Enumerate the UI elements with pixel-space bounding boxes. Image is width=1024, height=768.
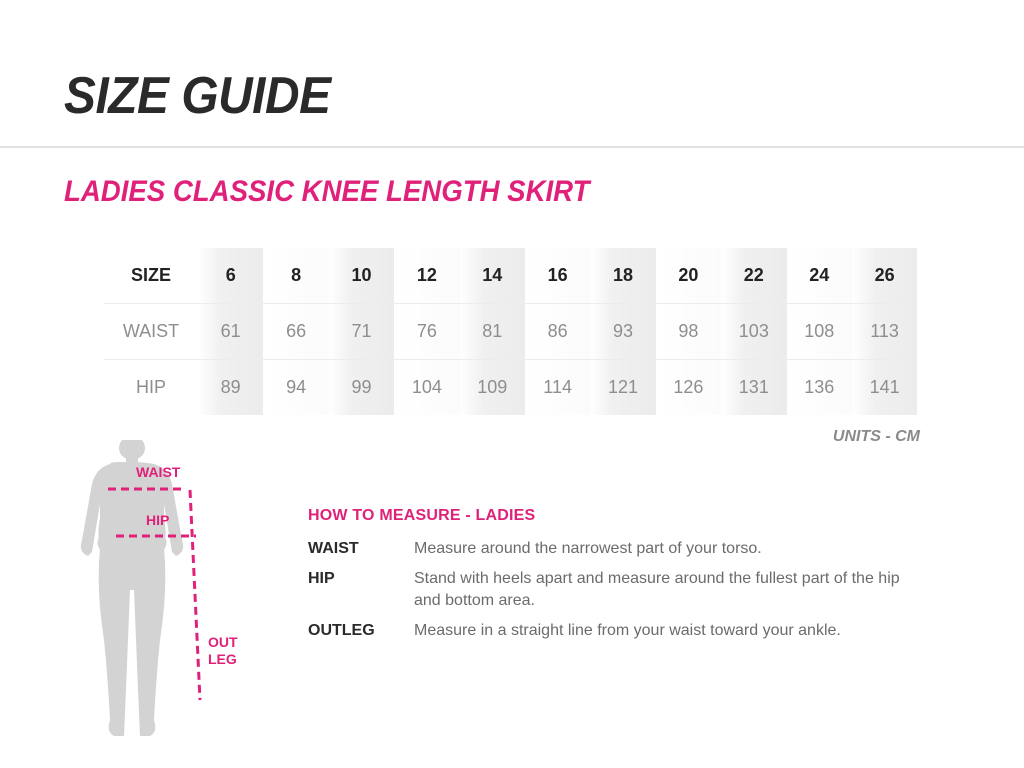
header-divider [0, 146, 1024, 148]
table-cell: 108 [787, 304, 852, 360]
table-cell: 24 [787, 248, 852, 304]
table-cell: 89 [198, 360, 263, 416]
table-cell: 126 [656, 360, 721, 416]
body-figure [80, 440, 280, 750]
table-cell: 109 [460, 360, 525, 416]
table-cell: 6 [198, 248, 263, 304]
table-cell: 22 [721, 248, 786, 304]
size-row [104, 248, 917, 304]
table-cell: 8 [263, 248, 328, 304]
hip-figure-label: HIP [146, 512, 170, 528]
measure-description: Measure in a straight line from your waist toward your ankle. [414, 622, 841, 639]
measure-item-outleg [308, 620, 948, 642]
row-label: HIP [135, 377, 166, 397]
table-cell: 66 [263, 304, 328, 360]
how-to-measure-list [308, 538, 948, 650]
table-cell: 12 [394, 248, 459, 304]
table-cell: 86 [525, 304, 590, 360]
body-silhouette-icon [80, 440, 280, 750]
table-cell: 26 [852, 248, 917, 304]
table-cell: 94 [263, 360, 328, 416]
table-cell: 98 [656, 304, 721, 360]
table-cell: 93 [590, 304, 655, 360]
table-cell: 76 [394, 304, 459, 360]
measure-item-hip [308, 568, 948, 612]
table-cell: 71 [329, 304, 394, 360]
measure-term: WAIST [308, 540, 359, 557]
table-cell: 114 [525, 360, 590, 416]
table-cell: 20 [656, 248, 721, 304]
table-cell: 61 [198, 304, 263, 360]
table-cell: 99 [329, 360, 394, 416]
measure-item-waist [308, 538, 948, 560]
table-cell: 103 [721, 304, 786, 360]
table-cell: 81 [460, 304, 525, 360]
product-title: LADIES CLASSIC KNEE LENGTH SKIRT [64, 175, 590, 208]
measure-description: Stand with heels apart and measure around the fullest part of the hip and bottom area. [414, 570, 900, 609]
row-label: SIZE [104, 248, 198, 304]
measure-term: HIP [308, 570, 335, 587]
table-cell: 131 [721, 360, 786, 416]
outleg-figure-label-1: OUT [208, 634, 238, 650]
table-cell: 113 [852, 304, 917, 360]
units-note: UNITS - CM [832, 428, 920, 445]
table-cell: 14 [460, 248, 525, 304]
outleg-figure-label-2: LEG [208, 651, 237, 667]
size-table [104, 248, 917, 415]
table-cell: 18 [590, 248, 655, 304]
table-cell: 141 [852, 360, 917, 416]
table-cell: 16 [525, 248, 590, 304]
measure-description: Measure around the narrowest part of your torso. [414, 540, 762, 557]
table-cell: 136 [787, 360, 852, 416]
waist-figure-label: WAIST [136, 464, 181, 480]
table-cell: 104 [394, 360, 459, 416]
page-title: SIZE GUIDE [64, 67, 331, 125]
waist-row [104, 304, 917, 360]
table-cell: 121 [590, 360, 655, 416]
hip-row [104, 360, 917, 416]
table-cell: 10 [329, 248, 394, 304]
measure-term: OUTLEG [308, 622, 375, 639]
how-to-measure-heading: HOW TO MEASURE - LADIES [308, 507, 536, 524]
row-label: WAIST [104, 304, 198, 360]
